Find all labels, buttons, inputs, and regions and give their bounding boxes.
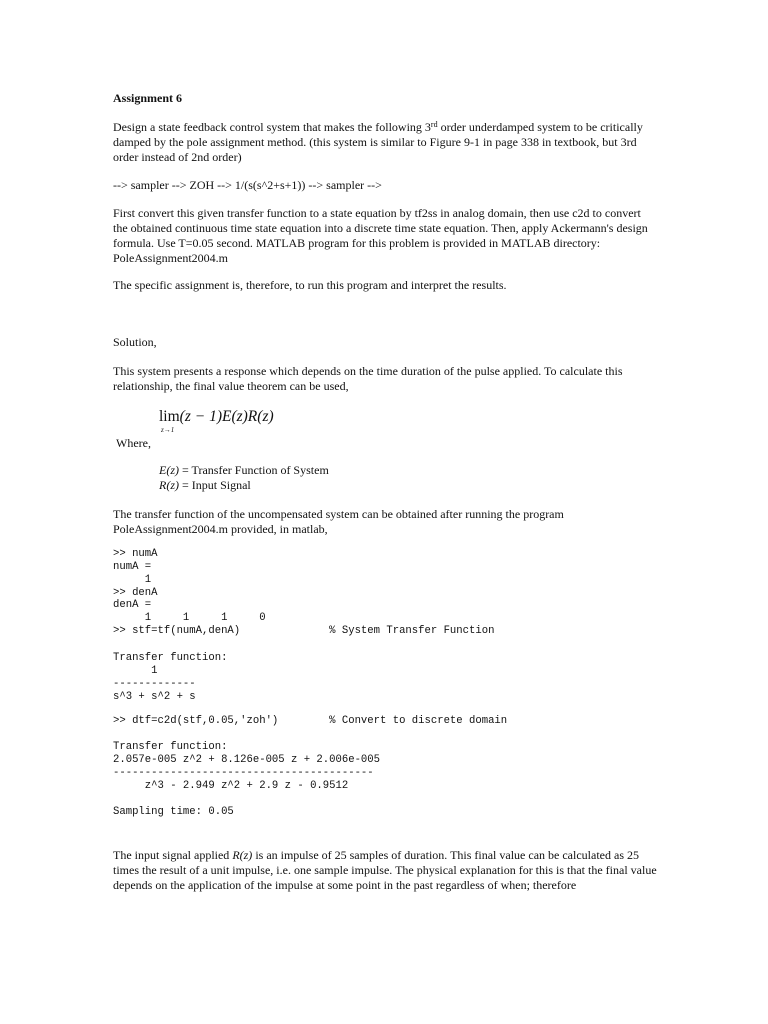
solution-heading: Solution, [113,335,157,349]
solution-p3-symbol: R(z) [232,848,253,862]
definition-r-symbol: R(z) [159,478,179,492]
solution-paragraph-2: The transfer function of the uncompensated system can be obtained after running the program PoleAssignment2004.m provided, in matlab, [113,507,564,536]
intro-paragraph-3: First convert this given transfer function to a state equation by tf2ss in analog domain, then use c2d to convert the obtained continuous time state equation into a discrete time state equation. Then, apply Ackermann's design formula. Use T=0.05 second. MATLAB program for this problem is provided in MATLAB directory: PoleAssignment2004.m [113,206,648,265]
intro-paragraph-4: The specific assignment is, therefore, to run this program and interpret the results. [113,278,507,292]
matlab-code-block-5: Sampling time: 0.05 [113,806,234,818]
intro-paragraph-1 [113,120,658,165]
definition-r [159,478,619,493]
matlab-code-block-1: >> numA numA = 1 >> denA denA = 1 1 1 0 >> stf=tf(numA,denA) % System Transfer Function [113,548,495,638]
final-value-equation [159,408,274,434]
solution-p3-text-a: The input signal applied [113,848,233,862]
equation-expression: (z − 1)E(z)R(z) [179,408,274,425]
matlab-code-block-2: Transfer function: 1 ------------- s^3 + s^2 + s [113,652,228,703]
solution-paragraph-3 [113,848,658,893]
block-diagram-text: --> sampler --> ZOH --> 1/(s(s^2+s+1)) --> sampler --> [113,178,382,192]
definition-r-text: = Input Signal [179,478,251,492]
intro-p1-text-b: order underdamped system to be critically damped by the pole assignment method. (this system is similar to Figure 9-1 in page 338 in textbook, but 3rd order instead of 2nd order) [113,120,643,164]
intro-p1-superscript: rd [430,120,438,129]
equation-lim: lim [159,408,180,425]
symbol-definitions [159,463,619,493]
definition-e-symbol: E(z) [159,463,179,477]
intro-p1-text-a: Design a state feedback control system that makes the following 3 [113,120,431,134]
matlab-code-block-4: Transfer function: 2.057e-005 z^2 + 8.126e-005 z + 2.006e-005 ----------------------------------------- z^3 - 2.949 z^2 + 2.9 z - 0.9512 [113,741,381,792]
definition-e [159,463,619,478]
solution-paragraph-1: This system presents a response which depends on the time duration of the pulse applied. To calculate this relationship, the final value theorem can be used, [113,364,623,393]
assignment-title: Assignment 6 [113,91,183,105]
matlab-code-block-3: >> dtf=c2d(stf,0.05,'zoh') % Convert to discrete domain [113,715,508,727]
solution-p3-text-b: is an impulse of 25 samples of duration. This final value can be calculated as 25 times the result of a unit impulse, i.e. one sample impulse. The physical explanation for this is that the final value depends on the application of the impulse at some point in the past regardless of when; therefore [113,848,657,892]
definition-e-text: = Transfer Function of System [179,463,329,477]
equation-limit-subscript: z→1 [161,426,175,434]
where-label: Where, [116,436,151,450]
